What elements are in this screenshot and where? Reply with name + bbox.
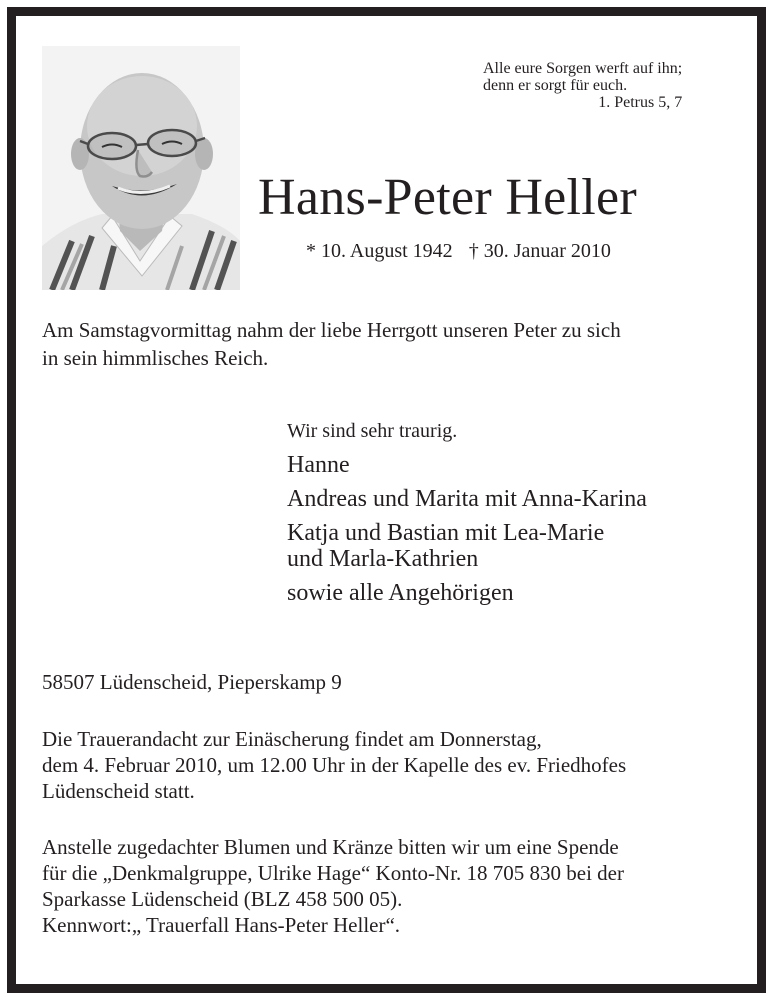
portrait-photo	[42, 46, 240, 290]
portrait-image	[42, 46, 240, 290]
service-line: Lüdenscheid statt.	[42, 779, 195, 803]
verse-line: denn er sorgt für euch.	[483, 77, 628, 94]
service-line: Die Trauerandacht zur Einäscherung findet am Donnerstag,	[42, 727, 542, 751]
donation-line: für die „Denkmalgruppe, Ulrike Hage“ Konto-Nr. 18 705 830 bei der	[42, 861, 624, 885]
mourner-name: Andreas und Marita mit Anna-Karina	[287, 486, 647, 512]
mourner-name: sowie alle Angehörigen	[287, 580, 514, 606]
life-dates	[306, 240, 611, 263]
mourners-block	[287, 418, 647, 606]
service-line: dem 4. Februar 2010, um 12.00 Uhr in der Kapelle des ev. Friedhofes	[42, 753, 627, 777]
intro-text	[42, 316, 621, 372]
donation-line: Kennwort:„ Trauerfall Hans-Peter Heller“.	[42, 913, 401, 937]
bible-verse	[483, 60, 682, 111]
verse-line: Alle eure Sorgen werft auf ihn;	[483, 60, 683, 77]
mourner-name: Hanne	[287, 452, 350, 478]
deceased-name: Hans-Peter Heller	[258, 169, 638, 226]
verse-reference: 1. Petrus 5, 7	[598, 94, 683, 111]
donation-info	[42, 834, 624, 938]
intro-line: in sein himmlisches Reich.	[42, 346, 269, 370]
family-address: 58507 Lüdenscheid, Pieperskamp 9	[42, 670, 342, 694]
donation-line: Anstelle zugedachter Blumen und Kränze bitten wir um eine Spende	[42, 835, 619, 859]
mourner-name: Katja und Bastian mit Lea-Marie	[287, 520, 605, 546]
intro-line: Am Samstagvormittag nahm der liebe Herrgott unseren Peter zu sich	[42, 318, 621, 342]
mourning-statement: Wir sind sehr traurig.	[287, 420, 458, 442]
mourner-name: und Marla-Kathrien	[287, 546, 479, 572]
donation-line: Sparkasse Lüdenscheid (BLZ 458 500 05).	[42, 887, 403, 911]
service-info	[42, 726, 626, 804]
birth-date: * 10. August 1942	[306, 240, 453, 262]
death-date: † 30. Januar 2010	[468, 240, 611, 262]
